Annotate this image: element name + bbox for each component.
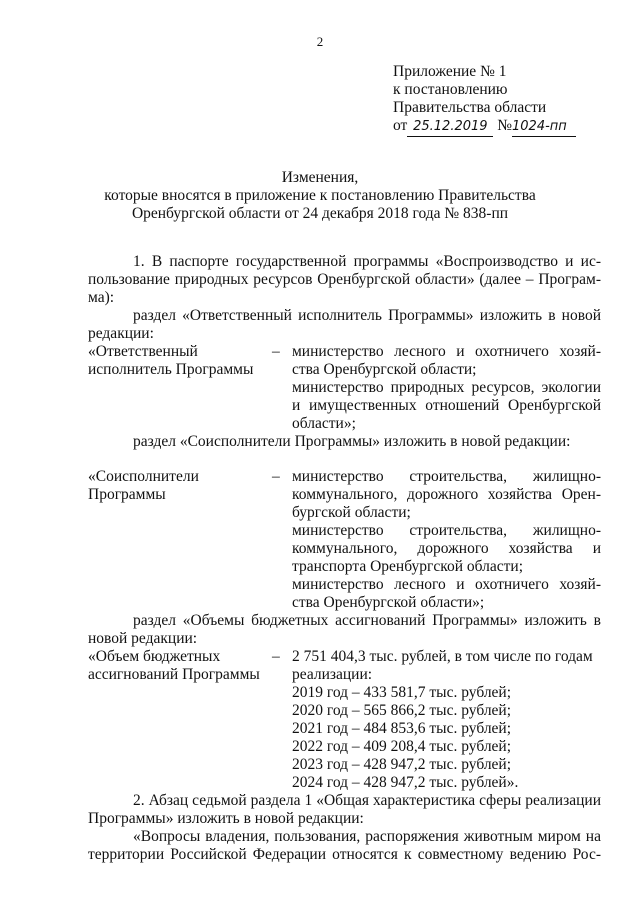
appendix-line-3: Правительства области: [393, 99, 547, 116]
co-dash: –: [272, 468, 280, 485]
item1-line-1: 1. В паспорте государственной программы «Воспроизводство и ис-: [133, 253, 601, 270]
budget-intro-1: раздел «Объемы бюджетных ассигнований Программы» изложить в: [133, 612, 601, 629]
co-right-6: транспорта Оренбургской области;: [292, 558, 524, 575]
item2-line-2: Программы» изложить в новой редакции:: [88, 810, 364, 827]
budget-dash: –: [272, 648, 280, 665]
resp-left-1: «Ответственный: [88, 343, 198, 360]
resp-left-2: исполнитель Программы: [88, 361, 254, 378]
number-field: [512, 117, 576, 137]
budget-year-row: 2023 год – 428 947,2 тыс. рублей;: [292, 756, 512, 773]
item2-line-1: 2. Абзац седьмой раздела 1 «Общая характеристика сферы реализации: [133, 792, 601, 809]
resp-intro-1: раздел «Ответственный исполнитель Программы» изложить в новой: [133, 307, 601, 324]
resp-right-4: и имущественных отношений Оренбургской: [292, 397, 601, 414]
resp-right-5: области»;: [292, 415, 356, 432]
co-right-8: ства Оренбургской области»;: [292, 594, 485, 611]
budget-left-1: «Объем бюджетных: [88, 648, 221, 665]
budget-intro-2: новой редакции:: [88, 630, 198, 647]
budget-year-row: 2020 год – 565 866,2 тыс. рублей;: [292, 702, 512, 719]
appendix-line-2: к постановлению: [393, 81, 508, 98]
resp-right-2: ства Оренбургской области;: [292, 361, 477, 378]
item2-line-3: «Вопросы владения, пользования, распоряжения животным миром на: [133, 828, 601, 845]
item1-line-3: ма):: [88, 289, 115, 306]
co-intro: раздел «Соисполнители Программы» изложить в новой редакции:: [133, 433, 571, 450]
title-line-1: Изменения,: [281, 169, 359, 186]
resp-intro-2: редакции:: [88, 325, 154, 342]
co-right-2: коммунального, дорожного хозяйства Орен-: [292, 486, 601, 503]
resp-right-1: министерство лесного и охотничего хозяй-: [292, 343, 601, 360]
from-label: от: [393, 117, 408, 134]
appendix-line-1: Приложение № 1: [393, 63, 507, 80]
resp-right-3: министерство природных ресурсов, экологии: [292, 379, 601, 396]
appendix-date-line: [393, 117, 576, 137]
resp-dash: –: [272, 343, 280, 360]
title-line-3: Оренбургской области от 24 декабря 2018 года № 838-пп: [131, 205, 509, 222]
co-right-4: министерство строительства, жилищно-: [292, 522, 601, 539]
budget-year-row: 2022 год – 409 208,4 тыс. рублей;: [292, 738, 512, 755]
item2-line-4: территории Российской Федерации относятся к совместному ведению Рос-: [88, 846, 601, 863]
budget-right-1: 2 751 404,3 тыс. рублей, в том числе по годам: [292, 648, 593, 665]
budget-right-2: реализации:: [292, 666, 373, 683]
budget-year-row: 2024 год – 428 947,2 тыс. рублей».: [292, 774, 519, 791]
budget-left-2: ассигнований Программы: [88, 666, 260, 683]
co-right-3: бургской области;: [292, 504, 411, 521]
co-left-1: «Соисполнители: [88, 468, 199, 485]
page-number: 2: [316, 34, 324, 49]
title-line-2: которые вносятся в приложение к постановлению Правительства: [104, 187, 536, 204]
co-right-5: коммунального, дорожного хозяйства и: [292, 540, 601, 557]
number-label: №: [497, 117, 512, 134]
date-field: [407, 117, 493, 137]
handwritten-number: 1024-пп: [512, 119, 567, 134]
budget-year-row: 2021 год – 484 853,6 тыс. рублей;: [292, 720, 512, 737]
co-left-2: Программы: [88, 486, 166, 503]
budget-year-row: 2019 год – 433 581,7 тыс. рублей;: [292, 684, 512, 701]
handwritten-date: 25.12.2019: [413, 119, 488, 134]
co-right-7: министерство лесного и охотничего хозяй-: [292, 576, 601, 593]
item1-line-2: пользование природных ресурсов Оренбургской области» (далее – Програм-: [88, 271, 601, 288]
co-right-1: министерство строительства, жилищно-: [292, 468, 601, 485]
